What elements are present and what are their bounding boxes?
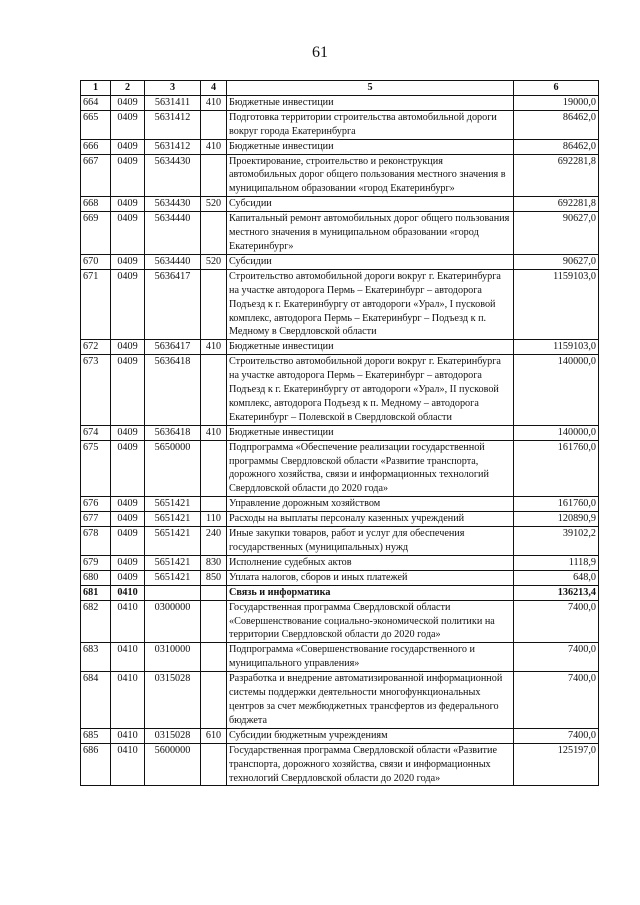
expense-type-cell — [201, 355, 227, 426]
section-code-cell: 0409 — [111, 555, 145, 570]
page-number: 61 — [312, 44, 328, 61]
column-header-row-number: 1 — [81, 81, 111, 96]
target-code-cell: 5651421 — [145, 497, 201, 512]
section-code-cell: 0409 — [111, 197, 145, 212]
row-number-cell: 667 — [81, 154, 111, 197]
target-code-cell: 5651421 — [145, 512, 201, 527]
name-cell: Исполнение судебных актов — [227, 555, 514, 570]
amount-cell: 140000,0 — [514, 355, 599, 426]
section-code-cell: 0409 — [111, 355, 145, 426]
amount-cell: 136213,4 — [514, 585, 599, 600]
section-code-cell: 0409 — [111, 139, 145, 154]
target-code-cell: 0315028 — [145, 672, 201, 729]
target-code-cell: 0310000 — [145, 643, 201, 672]
expense-type-cell: 410 — [201, 139, 227, 154]
section-code-cell: 0410 — [111, 672, 145, 729]
amount-cell: 90627,0 — [514, 254, 599, 269]
name-cell: Подпрограмма «Совершенствование государственного и муниципального управления» — [227, 643, 514, 672]
amount-cell: 648,0 — [514, 570, 599, 585]
table-row — [81, 197, 599, 212]
amount-cell: 140000,0 — [514, 425, 599, 440]
section-code-cell: 0409 — [111, 425, 145, 440]
amount-cell: 86462,0 — [514, 139, 599, 154]
row-number-cell: 678 — [81, 527, 111, 556]
section-code-cell: 0410 — [111, 600, 145, 643]
row-number-cell: 669 — [81, 212, 111, 255]
expense-type-cell — [201, 643, 227, 672]
amount-cell: 1159103,0 — [514, 340, 599, 355]
expense-type-cell: 410 — [201, 425, 227, 440]
section-code-cell: 0409 — [111, 95, 145, 110]
name-cell: Подпрограмма «Обеспечение реализации государственной программы Свердловской области «Развитие транспорта, дорожного хозяйства, связи и информационных технологий Свердловской области до 2020 года» — [227, 440, 514, 497]
expense-type-cell: 850 — [201, 570, 227, 585]
name-cell: Иные закупки товаров, работ и услуг для обеспечения государственных (муниципальных) нужд — [227, 527, 514, 556]
name-cell: Бюджетные инвестиции — [227, 139, 514, 154]
amount-cell: 120890,9 — [514, 512, 599, 527]
target-code-cell: 5651421 — [145, 527, 201, 556]
target-code-cell — [145, 585, 201, 600]
row-number-cell: 672 — [81, 340, 111, 355]
amount-cell: 7400,0 — [514, 728, 599, 743]
name-cell: Бюджетные инвестиции — [227, 425, 514, 440]
target-code-cell: 5650000 — [145, 440, 201, 497]
column-header-amount: 6 — [514, 81, 599, 96]
name-cell: Государственная программа Свердловской области «Совершенствование социально-экономической политики на территории Свердловской области до 2020 года» — [227, 600, 514, 643]
row-number-cell: 682 — [81, 600, 111, 643]
expense-type-cell: 110 — [201, 512, 227, 527]
section-code-cell: 0409 — [111, 254, 145, 269]
expense-type-cell — [201, 672, 227, 729]
row-number-cell: 671 — [81, 269, 111, 340]
section-code-cell: 0410 — [111, 585, 145, 600]
section-code-cell: 0409 — [111, 527, 145, 556]
expense-type-cell — [201, 269, 227, 340]
table-row — [81, 139, 599, 154]
target-code-cell: 5636417 — [145, 269, 201, 340]
table-row — [81, 555, 599, 570]
section-code-cell: 0409 — [111, 154, 145, 197]
table-row — [81, 95, 599, 110]
name-cell: Подготовка территории строительства автомобильной дороги вокруг города Екатеринбурга — [227, 110, 514, 139]
name-cell: Связь и информатика — [227, 585, 514, 600]
target-code-cell: 5636418 — [145, 355, 201, 426]
table-row — [81, 254, 599, 269]
row-number-cell: 684 — [81, 672, 111, 729]
name-cell: Субсидии — [227, 254, 514, 269]
row-number-cell: 668 — [81, 197, 111, 212]
name-cell: Субсидии — [227, 197, 514, 212]
amount-cell: 692281,8 — [514, 197, 599, 212]
name-cell: Проектирование, строительство и реконструкция автомобильных дорог общего пользования местного значения в муниципальном образовании «город Екатеринбург» — [227, 154, 514, 197]
table-row — [81, 512, 599, 527]
column-header-target-code: 3 — [145, 81, 201, 96]
table-body — [81, 95, 599, 786]
target-code-cell: 5651421 — [145, 570, 201, 585]
amount-cell: 1118,9 — [514, 555, 599, 570]
target-code-cell: 5631412 — [145, 110, 201, 139]
row-number-cell: 685 — [81, 728, 111, 743]
table-row — [81, 425, 599, 440]
table-header-row — [81, 81, 599, 96]
budget-table — [80, 80, 599, 786]
target-code-cell: 5634440 — [145, 212, 201, 255]
row-number-cell: 686 — [81, 743, 111, 786]
section-code-cell: 0410 — [111, 743, 145, 786]
row-number-cell: 676 — [81, 497, 111, 512]
name-cell: Управление дорожным хозяйством — [227, 497, 514, 512]
target-code-cell: 0315028 — [145, 728, 201, 743]
table-row — [81, 672, 599, 729]
name-cell: Разработка и внедрение автоматизированной информационной системы поддержки деятельности многофункциональных центров за счет межбюджетных трансфертов из федерального бюджета — [227, 672, 514, 729]
section-code-cell: 0409 — [111, 212, 145, 255]
section-code-cell: 0409 — [111, 440, 145, 497]
table-row — [81, 743, 599, 786]
expense-type-cell — [201, 600, 227, 643]
amount-cell: 86462,0 — [514, 110, 599, 139]
amount-cell: 39102,2 — [514, 527, 599, 556]
table-row — [81, 527, 599, 556]
table-row — [81, 269, 599, 340]
expense-type-cell: 240 — [201, 527, 227, 556]
expense-type-cell: 610 — [201, 728, 227, 743]
amount-cell: 7400,0 — [514, 643, 599, 672]
target-code-cell: 5631412 — [145, 139, 201, 154]
section-code-cell: 0409 — [111, 269, 145, 340]
row-number-cell: 680 — [81, 570, 111, 585]
row-number-cell: 681 — [81, 585, 111, 600]
expense-type-cell — [201, 440, 227, 497]
expense-type-cell — [201, 110, 227, 139]
row-number-cell: 670 — [81, 254, 111, 269]
section-code-cell: 0409 — [111, 570, 145, 585]
expense-type-cell: 410 — [201, 95, 227, 110]
section-code-cell: 0410 — [111, 643, 145, 672]
target-code-cell: 5634430 — [145, 197, 201, 212]
row-number-cell: 674 — [81, 425, 111, 440]
amount-cell: 161760,0 — [514, 497, 599, 512]
expense-type-cell: 520 — [201, 254, 227, 269]
row-number-cell: 666 — [81, 139, 111, 154]
target-code-cell: 5634430 — [145, 154, 201, 197]
table-row — [81, 110, 599, 139]
amount-cell: 90627,0 — [514, 212, 599, 255]
row-number-cell: 677 — [81, 512, 111, 527]
table-row — [81, 154, 599, 197]
target-code-cell: 5636417 — [145, 340, 201, 355]
expense-type-cell — [201, 154, 227, 197]
name-cell: Субсидии бюджетным учреждениям — [227, 728, 514, 743]
section-code-cell: 0409 — [111, 340, 145, 355]
row-number-cell: 673 — [81, 355, 111, 426]
expense-type-cell: 410 — [201, 340, 227, 355]
row-number-cell: 665 — [81, 110, 111, 139]
row-number-cell: 683 — [81, 643, 111, 672]
table-row — [81, 340, 599, 355]
amount-cell: 125197,0 — [514, 743, 599, 786]
column-header-name: 5 — [227, 81, 514, 96]
target-code-cell: 5636418 — [145, 425, 201, 440]
name-cell: Строительство автомобильной дороги вокруг г. Екатеринбурга на участке автодорога Пермь – Екатеринбург – автодорога Подъезд к г. Екатеринбургу от автодороги «Урал», I пусковой комплекс, автодорога Пермь – Екатеринбург – Подъезд к п. Медному в Свердловской области — [227, 269, 514, 340]
table-row — [81, 355, 599, 426]
target-code-cell: 0300000 — [145, 600, 201, 643]
amount-cell: 19000,0 — [514, 95, 599, 110]
column-header-expense-type: 4 — [201, 81, 227, 96]
table-row — [81, 585, 599, 600]
section-code-cell: 0409 — [111, 497, 145, 512]
name-cell: Капитальный ремонт автомобильных дорог общего пользования местного значения в муниципальном образовании «город Екатеринбург» — [227, 212, 514, 255]
section-code-cell: 0409 — [111, 110, 145, 139]
amount-cell: 692281,8 — [514, 154, 599, 197]
table-row — [81, 440, 599, 497]
expense-type-cell: 830 — [201, 555, 227, 570]
table-row — [81, 600, 599, 643]
name-cell: Бюджетные инвестиции — [227, 340, 514, 355]
table-row — [81, 728, 599, 743]
row-number-cell: 679 — [81, 555, 111, 570]
table-row — [81, 570, 599, 585]
target-code-cell: 5600000 — [145, 743, 201, 786]
expense-type-cell — [201, 585, 227, 600]
expense-type-cell — [201, 743, 227, 786]
row-number-cell: 675 — [81, 440, 111, 497]
amount-cell: 7400,0 — [514, 600, 599, 643]
row-number-cell: 664 — [81, 95, 111, 110]
target-code-cell: 5631411 — [145, 95, 201, 110]
expense-type-cell: 520 — [201, 197, 227, 212]
name-cell: Уплата налогов, сборов и иных платежей — [227, 570, 514, 585]
expense-type-cell — [201, 497, 227, 512]
section-code-cell: 0410 — [111, 728, 145, 743]
amount-cell: 161760,0 — [514, 440, 599, 497]
name-cell: Бюджетные инвестиции — [227, 95, 514, 110]
name-cell: Строительство автомобильной дороги вокруг г. Екатеринбурга на участке автодорога Пермь – Екатеринбург – автодорога Подъезд к г. Екатеринбургу от автодороги «Урал», II пусковой комплекс, автодорога Подъезд к п. Медному – автодорога Екатеринбург – Полевской в Свердловской области — [227, 355, 514, 426]
amount-cell: 7400,0 — [514, 672, 599, 729]
column-header-section-code: 2 — [111, 81, 145, 96]
target-code-cell: 5634440 — [145, 254, 201, 269]
name-cell: Расходы на выплаты персоналу казенных учреждений — [227, 512, 514, 527]
table-row — [81, 643, 599, 672]
expense-type-cell — [201, 212, 227, 255]
target-code-cell: 5651421 — [145, 555, 201, 570]
section-code-cell: 0409 — [111, 512, 145, 527]
name-cell: Государственная программа Свердловской области «Развитие транспорта, дорожного хозяйства, связи и информационных технологий Свердловской области до 2020 года» — [227, 743, 514, 786]
table-row — [81, 497, 599, 512]
table-row — [81, 212, 599, 255]
amount-cell: 1159103,0 — [514, 269, 599, 340]
